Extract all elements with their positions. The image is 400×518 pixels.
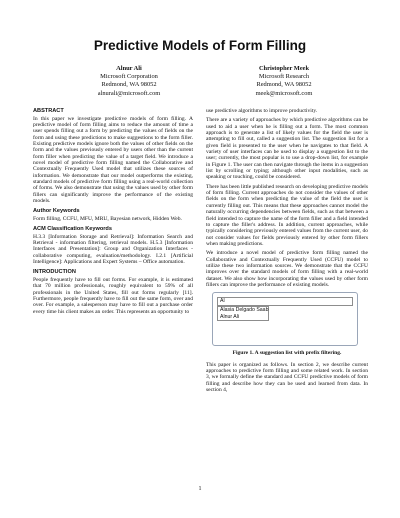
acm-heading: ACM Classification Keywords <box>33 226 112 233</box>
abstract-heading: ABSTRACT <box>33 108 64 114</box>
figure-suggestion-item: Alasia Delgado Saab <box>220 307 269 314</box>
author-name: Alnur Ali <box>116 65 142 72</box>
figure-dropdown-list <box>217 306 269 321</box>
author-name: Christopher Meek <box>258 65 310 72</box>
author-org: Microsoft Corporation <box>100 73 158 81</box>
right-column <box>206 108 368 396</box>
paper-title: Predictive Models of Form Filling <box>93 38 307 53</box>
keywords-heading: Author Keywords <box>33 208 80 215</box>
figure-text-input: Al <box>217 297 353 306</box>
author-block-2 <box>209 65 359 98</box>
left-column <box>33 108 193 318</box>
body-paragraph: There are a variety of approaches by which predictive algorithms can be used to aid a user when he is filling out a form. The most common approach is to generate a list of likely values for the field the user is attempting to fill out, called a suggestion list. The suggestion list for a given field is presented to the user when he navigates to that field. A variety of user interfaces can be used to display a suggestion list to the user; currently, the most popular is to use a drop-down list, for example in Figure 1. The user can then navigate through the items in a suggestion list by scrolling or typing; although other input modalities, such as speaking or touching, could be considered. <box>206 117 368 181</box>
keywords-text: Form filling, CCFU, MFU, MRU, Bayesian network, Hidden Web. <box>33 215 182 222</box>
intro-paragraph: People frequently have to fill out forms. For example, it is estimated that 70 million professionals, roughly equivalent to 59% of all professionals in the United States, fill out forms regularly [11]. Furthermore, people frequently have to fill out the same form, over and over. For example, a salesperson may have to fill out a purchase order every time his client makes an order. This represents an opportunity to <box>33 276 193 315</box>
figure-suggestion-list <box>212 292 358 346</box>
body-paragraph: This paper is organized as follows. In section 2, we describe current approaches to predictive form filling and some related work. In section 3, we formally define the standard and CCFU predictive models of form filling and describe how they can be used and learned from data. In section 4, <box>206 361 368 393</box>
author-address: Redmond, WA 98052 <box>256 81 312 89</box>
page-number: 1 <box>198 486 202 492</box>
intro-heading: INTRODUCTION <box>33 269 76 276</box>
body-paragraph: use predictive algorithms to improve productivity. <box>206 108 318 114</box>
author-address: Redmond, WA 98052 <box>101 81 157 89</box>
figure-suggestion-item: Alnur Ali <box>220 313 240 320</box>
acm-text: H.3.3 [Information Storage and Retrieval]: Information Search and Retrieval - information filtering, retrieval models. H.5.3 [Information Interfaces and Presentation]: Group and Organization Interfaces - collaborative computing, evaluation/methodology. I.2.1 [Artificial Intelligence]: Applications and Expert Systems – Office automation. <box>33 233 193 266</box>
author-email: meek@microsoft.com <box>255 89 313 97</box>
body-paragraph: We introduce a novel model of predictive form filling named the Collaborative and Contextually Frequently Used (CCFU) model to utilize these two information sources. We demonstrate that the CCFU improves over the standard models of form filling with a real-world dataset. We also show how incorporating the values used by other form fillers can improve the performance of existing models. <box>206 250 368 288</box>
author-block-1 <box>54 65 204 98</box>
abstract-text: In this paper we investigate predictive models of form filling. A predictive model of form filling aims to reduce the amount of time a user spends filling out a form by predicting the values of fields on the form and using these predictions to make suggestions to the form filler. Existing predictive models ignore both the values of other fields on the form and the values previously entered by users other than the current form filler when predicting the value of a target field. We introduce a novel model of predictive form filling named the Collaborative and Contextually Frequently Used model that utilizes these sources of information. We demonstrate that our model outperforms the existing, standard models of predictive form filling using a real-world collection of forms. We also demonstrate that using the values used by other form fillers can significantly improve the performance of the existing models. <box>33 115 193 204</box>
body-paragraph: There has been little published research on developing predictive models of form filling. Current approaches do not consider the values of other fields on the form when predicting the value of the field the user is currently filling out. This means that these approaches cannot model the naturally occurring dependencies between fields, such as that between a field intended to capture the name of the form filler and a field intended to capture the filler's address. In addition, current approaches, while typically considering previously entered values from the current user, do not consider values for fields previously entered by other form fillers when making predictions. <box>206 183 368 247</box>
author-email: alnurali@microsoft.com <box>97 89 161 97</box>
figure-caption: Figure 1. A suggestion list with prefix filtering. <box>232 350 342 357</box>
author-org: Microsoft Research <box>258 73 310 81</box>
